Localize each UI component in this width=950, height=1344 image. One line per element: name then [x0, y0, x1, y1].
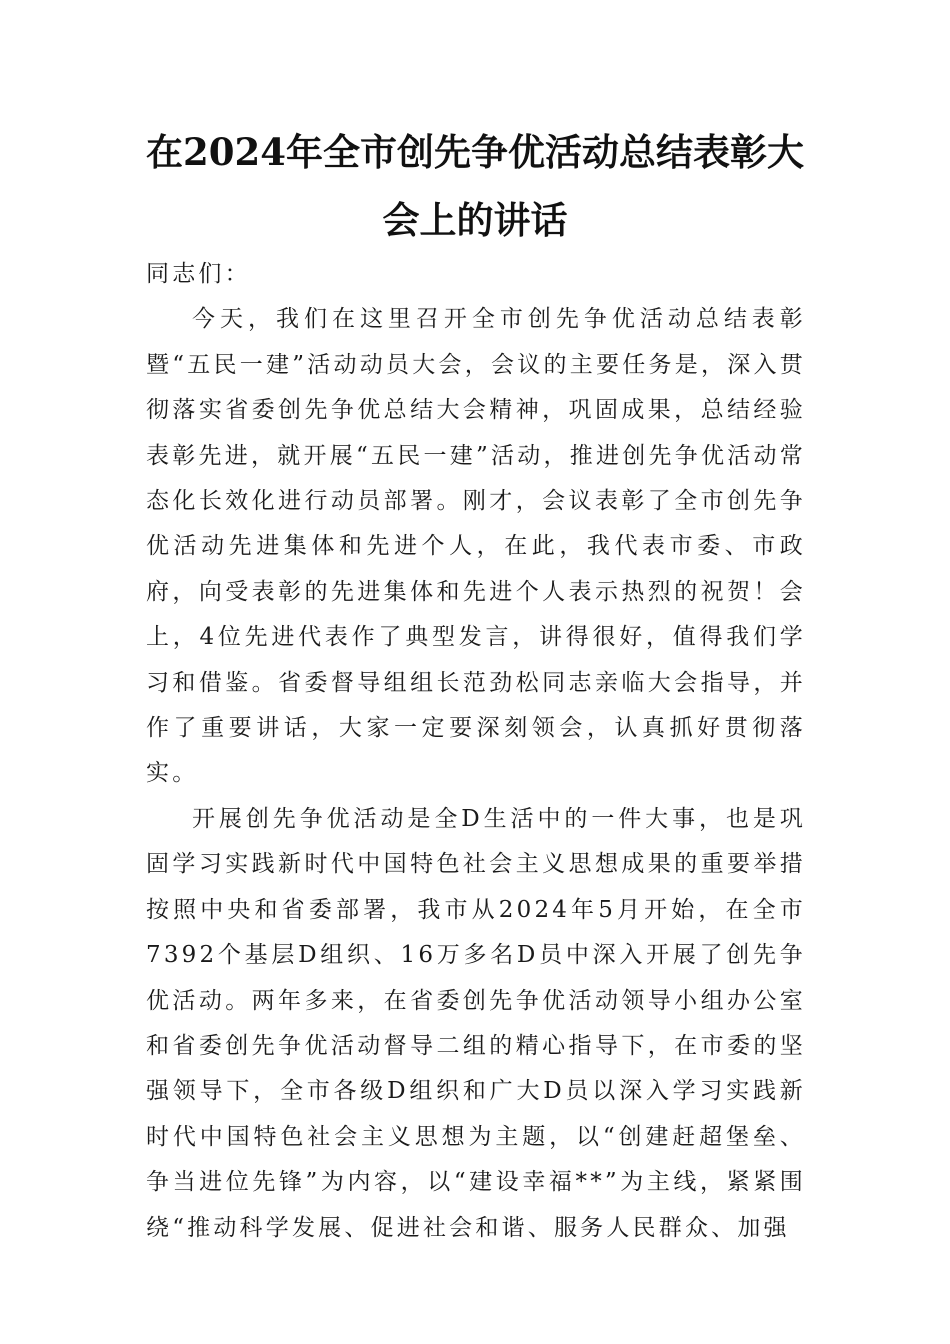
document-title: 在2024年全市创先争优活动总结表彰大会上的讲话	[146, 130, 804, 242]
paragraph-1: 今天，我们在这里召开全市创先争优活动总结表彰暨“五民一建”活动动员大会，会议的主要任务是，深入贯彻落实省委创先争优总结大会精神，巩固成果，总结经验表彰先进，就开展“五民一建”活动，推进创先争优活动常态化长效化进行动员部署。刚才，会议表彰了全市创先争优活动先进集体和先进个人，在此，我代表市委、市政府，向受表彰的先进集体和先进个人表示热烈的祝贺！会上，4位先进代表作了典型发言，讲得很好，值得我们学习和借鉴。省委督导组组长范劲松同志亲临大会指导，并作了重要讲话，大家一定要深刻领会，认真抓好贯彻落实。	[146, 306, 806, 787]
paragraph-2: 开展创先争优活动是全D生活中的一件大事，也是巩固学习实践新时代中国特色社会主义思想成果的重要举措按照中央和省委部署，我市从2024年5月开始，在全市7392个基层D组织、16万多名D员中深入开展了创先争优活动。两年多来，在省委创先争优活动领导小组办公室和省委创先争优活动督导二组的精心指导下，在市委的坚强领导下，全市各级D组织和广大D员以深入学习实践新时代中国特色社会主义思想为主题，以“创建赶超堡垒、争当进位先锋”为内容，以“建设幸福**”为主线，紧紧围绕“推动科学发展、促进社会和谐、服务人民群众、加强	[146, 805, 806, 1241]
salutation: 同志们：	[146, 261, 251, 287]
document-body	[146, 252, 806, 1251]
